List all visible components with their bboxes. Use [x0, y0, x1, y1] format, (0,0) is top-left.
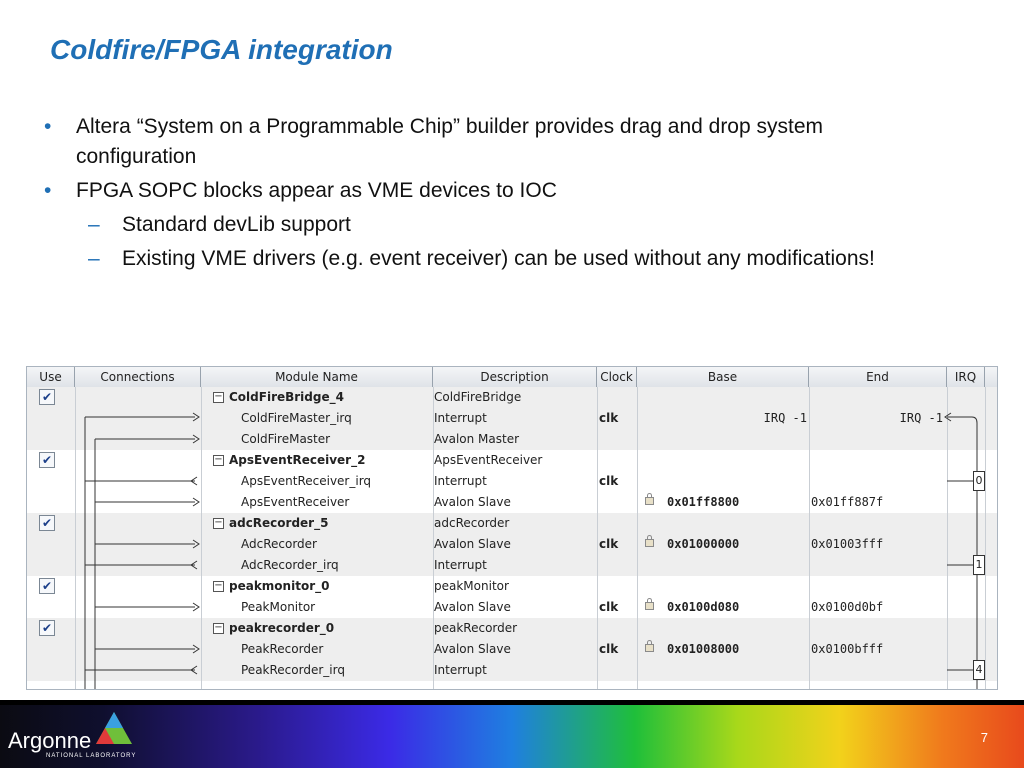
description-cell: Avalon Slave	[434, 600, 511, 614]
argonne-logo-icon	[94, 710, 134, 746]
table-row[interactable]	[27, 597, 997, 618]
collapse-icon[interactable]: −	[214, 391, 223, 402]
base-value: 0x0100d080	[667, 600, 740, 614]
description-cell: adcRecorder	[434, 516, 510, 530]
column-divider	[201, 387, 202, 689]
bullet-item	[42, 112, 942, 172]
header-use[interactable]: Use	[27, 367, 75, 387]
module-name: peakmonitor_0	[229, 579, 330, 593]
description-cell: Interrupt	[434, 663, 487, 677]
table-row[interactable]	[27, 450, 997, 471]
table-row[interactable]	[27, 639, 997, 660]
module-name: ColdFireBridge_4	[229, 390, 344, 404]
header-clock[interactable]: Clock	[597, 367, 637, 387]
column-divider	[637, 387, 638, 689]
bullet-list	[42, 112, 942, 278]
table-row[interactable]	[27, 555, 997, 576]
header-module-name[interactable]: Module Name	[201, 367, 433, 387]
table-row[interactable]	[27, 660, 997, 681]
clock-cell[interactable]: clk	[599, 411, 619, 425]
end-cell: 0x01003fff	[811, 537, 884, 551]
table-row[interactable]	[27, 408, 997, 429]
table-row[interactable]	[27, 534, 997, 555]
header-irq[interactable]: IRQ	[947, 367, 985, 387]
irq-number-box[interactable]: 0	[973, 471, 985, 491]
module-name: PeakMonitor	[241, 600, 316, 614]
description-cell: Avalon Master	[434, 432, 520, 446]
description-cell: Avalon Slave	[434, 642, 511, 656]
clock-cell[interactable]: clk	[599, 474, 619, 488]
subbullet-item	[42, 210, 942, 240]
description-cell: peakMonitor	[434, 579, 509, 593]
end-cell: 0x0100bfff	[811, 642, 884, 656]
subbullet-item	[42, 244, 942, 274]
page-number: 7	[980, 730, 988, 745]
logo-subtitle: NATIONAL LABORATORY	[46, 753, 137, 759]
module-name: ApsEventReceiver_irq	[241, 474, 372, 488]
module-name: ColdFireMaster_irq	[241, 411, 352, 425]
module-cell	[207, 618, 433, 639]
header-base[interactable]: Base	[637, 367, 809, 387]
module-name: ApsEventReceiver	[241, 495, 350, 509]
subbullet-text: Standard devLib support	[122, 213, 351, 236]
collapse-icon[interactable]: −	[214, 580, 223, 591]
description-cell: ApsEventReceiver	[434, 453, 543, 467]
header-end[interactable]: End	[809, 367, 947, 387]
module-name: AdcRecorder_irq	[241, 558, 339, 572]
sopc-module-table	[26, 366, 998, 690]
table-row[interactable]	[27, 513, 997, 534]
dash-icon: –	[88, 247, 100, 270]
base-cell[interactable]	[639, 492, 807, 513]
lock-icon[interactable]	[645, 644, 654, 652]
lock-icon[interactable]	[645, 497, 654, 505]
module-name: PeakRecorder	[241, 642, 324, 656]
table-header	[27, 367, 997, 388]
description-cell: Avalon Slave	[434, 537, 511, 551]
module-name: AdcRecorder	[241, 537, 317, 551]
bullet-item	[42, 176, 942, 206]
collapse-icon[interactable]: −	[214, 517, 223, 528]
module-cell	[207, 387, 433, 408]
irq-number-box[interactable]: 1	[973, 555, 985, 575]
description-cell: Interrupt	[434, 411, 487, 425]
column-divider	[433, 387, 434, 689]
end-cell: IRQ -1	[899, 411, 943, 425]
base-value: 0x01ff8800	[667, 495, 740, 509]
clock-cell[interactable]: clk	[599, 600, 619, 614]
end-cell: 0x0100d0bf	[811, 600, 884, 614]
table-row[interactable]	[27, 576, 997, 597]
base-value: 0x01008000	[667, 642, 740, 656]
table-row[interactable]	[27, 387, 997, 408]
slide-title: Coldfire/FPGA integration	[50, 34, 393, 65]
lock-icon[interactable]	[645, 539, 654, 547]
header-description[interactable]: Description	[433, 367, 597, 387]
irq-number-box[interactable]: 4	[973, 660, 985, 680]
column-divider	[947, 387, 948, 689]
footer-gradient-bar	[0, 700, 1024, 768]
bullet-dot-icon: •	[44, 115, 52, 138]
module-name: ApsEventReceiver_2	[229, 453, 366, 467]
description-cell: peakRecorder	[434, 621, 518, 635]
bullet-dot-icon: •	[44, 179, 52, 202]
table-row[interactable]	[27, 618, 997, 639]
collapse-icon[interactable]: −	[214, 454, 223, 465]
module-name: PeakRecorder_irq	[241, 663, 345, 677]
use-checkbox[interactable]: ✔	[39, 515, 55, 531]
module-cell	[207, 450, 433, 471]
clock-cell[interactable]: clk	[599, 537, 619, 551]
column-divider	[809, 387, 810, 689]
table-row[interactable]	[27, 471, 997, 492]
base-cell: IRQ -1	[763, 411, 807, 425]
footer-divider	[0, 700, 1024, 705]
module-name: adcRecorder_5	[229, 516, 329, 530]
column-divider	[985, 387, 986, 689]
base-value: 0x01000000	[667, 537, 740, 551]
base-cell[interactable]	[639, 639, 807, 660]
description-cell: Avalon Slave	[434, 495, 511, 509]
use-checkbox[interactable]: ✔	[39, 389, 55, 405]
logo-text: Argonne	[8, 728, 92, 753]
module-cell	[207, 576, 433, 597]
collapse-icon[interactable]: −	[214, 622, 223, 633]
bullet-text: Altera “System on a Programmable Chip” builder provides drag and drop system configuration	[76, 115, 824, 168]
end-cell: 0x01ff887f	[811, 495, 884, 509]
use-checkbox[interactable]: ✔	[39, 620, 55, 636]
use-checkbox[interactable]: ✔	[39, 452, 55, 468]
bullet-text: FPGA SOPC blocks appear as VME devices to IOC	[76, 179, 557, 202]
base-cell[interactable]	[639, 597, 807, 618]
lock-icon[interactable]	[645, 602, 654, 610]
description-cell: Interrupt	[434, 474, 487, 488]
module-name: ColdFireMaster	[241, 432, 331, 446]
subbullet-text: Existing VME drivers (e.g. event receiver) can be used without any modifications!	[122, 247, 875, 270]
use-checkbox[interactable]: ✔	[39, 578, 55, 594]
clock-cell[interactable]: clk	[599, 642, 619, 656]
base-cell[interactable]	[639, 534, 807, 555]
column-divider	[597, 387, 598, 689]
header-connections[interactable]: Connections	[75, 367, 201, 387]
dash-icon: –	[88, 213, 100, 236]
description-cell: ColdFireBridge	[434, 390, 522, 404]
column-divider	[75, 387, 76, 689]
module-cell	[207, 513, 433, 534]
table-row[interactable]	[27, 492, 997, 513]
description-cell: Interrupt	[434, 558, 487, 572]
table-row[interactable]	[27, 429, 997, 450]
module-name: peakrecorder_0	[229, 621, 335, 635]
